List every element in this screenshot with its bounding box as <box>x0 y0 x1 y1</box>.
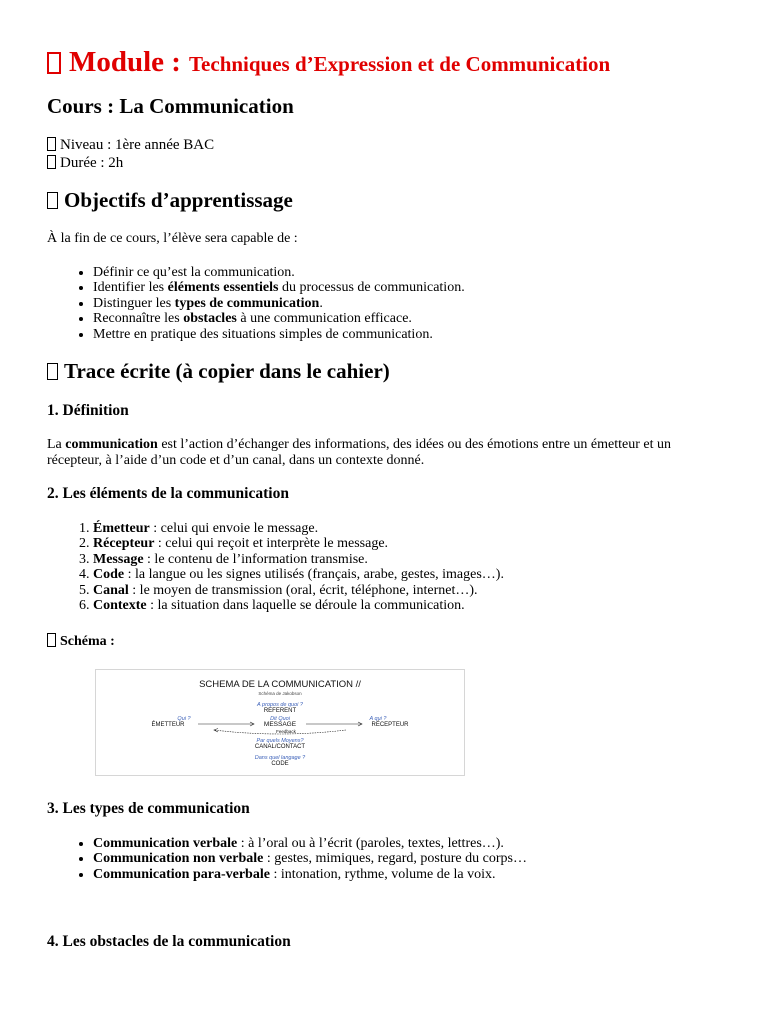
list-item: • Reconnaître les obstacles à une communication efficace. <box>93 311 465 326</box>
schema-q-referent: A propos de quoi ? <box>257 702 303 708</box>
schema-q-code: Dans quel langage ? <box>254 755 306 761</box>
schema-label: Schéma : <box>47 633 115 650</box>
schema-q-emetteur: Qui ? <box>177 716 191 722</box>
types-heading: 3. Les types de communication <box>47 800 250 817</box>
square-glyph-icon <box>47 363 58 380</box>
meta-duree <box>47 154 214 172</box>
module-label: Module : <box>69 46 181 78</box>
definition-text: La communication est l’action d’échanger des informations, des idées ou des émotions entre un émetteur et un récepteur, à l’aide d’un code et d’un canal, dans un contexte donné. <box>47 437 672 468</box>
square-glyph-icon <box>47 137 56 151</box>
schema-recepteur: RÉCEPTEUR <box>371 722 409 728</box>
schema-referent: REFERENT <box>263 708 297 714</box>
objectives-list <box>47 265 465 342</box>
obstacles-heading: 4. Les obstacles de la communication <box>47 933 291 950</box>
objectives-heading: Objectifs d’apprentissage <box>47 188 293 213</box>
square-glyph-icon <box>47 52 61 74</box>
elements-heading: 2. Les éléments de la communication <box>47 485 289 502</box>
types-list <box>47 836 527 882</box>
list-item: 1. Émetteur : celui qui envoie le message. <box>93 521 504 536</box>
course-meta <box>47 136 214 172</box>
schema-emetteur: ÉMETTEUR <box>151 722 185 728</box>
schema-canal: CANAL/CONTACT <box>254 744 306 750</box>
schema-q-message: Dit Quoi <box>270 716 290 722</box>
course-title: Cours : La Communication <box>47 94 294 118</box>
list-item: • Mettre en pratique des situations simples de communication. <box>93 327 465 342</box>
list-item: • Distinguer les types de communication. <box>93 296 465 311</box>
schema-message: MESSAGE <box>263 721 297 728</box>
list-item: • Communication verbale : à l’oral ou à l’écrit (paroles, textes, lettres…). <box>93 836 527 851</box>
trace-heading: Trace écrite (à copier dans le cahier) <box>47 359 390 384</box>
list-item: • Identifier les éléments essentiels du processus de communication. <box>93 280 465 295</box>
definition-heading: 1. Définition <box>47 402 129 419</box>
duree-text: Durée : 2h <box>60 155 124 171</box>
square-glyph-icon <box>47 633 56 647</box>
schema-code: CODE <box>271 761 289 767</box>
list-item: • Communication non verbale : gestes, mimiques, regard, posture du corps… <box>93 851 527 866</box>
schema-q-recepteur: A qui ? <box>369 716 387 722</box>
schema-title: SCHEMA DE LA COMMUNICATION // <box>199 679 361 690</box>
square-glyph-icon <box>47 192 58 209</box>
list-item: 2. Récepteur : celui qui reçoit et interprète le message. <box>93 536 504 551</box>
list-item: 4. Code : la langue ou les signes utilisés (français, arabe, gestes, images…). <box>93 567 504 582</box>
schema-subtitle: Schéma de Jakobson <box>258 691 302 696</box>
niveau-text: Niveau : 1ère année BAC <box>60 137 215 153</box>
list-item: 3. Message : le contenu de l’information transmise. <box>93 552 504 567</box>
module-title: Techniques d’Expression et de Communication <box>188 52 611 76</box>
list-item: 6. Contexte : la situation dans laquelle se déroule la communication. <box>93 598 504 613</box>
communication-schema-diagram <box>96 670 464 775</box>
schema-q-canal: Par quels Moyens? <box>256 738 304 744</box>
list-item: 5. Canal : le moyen de transmission (oral, écrit, téléphone, internet…). <box>93 583 504 598</box>
square-glyph-icon <box>47 155 56 169</box>
meta-niveau <box>47 136 214 154</box>
module-heading <box>47 42 610 79</box>
objectives-intro: À la fin de ce cours, l’élève sera capable de : <box>47 231 298 246</box>
list-item: • Définir ce qu’est la communication. <box>93 265 465 280</box>
elements-list <box>47 521 504 613</box>
schema-feedback: Feedback <box>276 729 296 734</box>
list-item: • Communication para-verbale : intonation, rythme, volume de la voix. <box>93 867 527 882</box>
schema-image <box>95 669 465 776</box>
